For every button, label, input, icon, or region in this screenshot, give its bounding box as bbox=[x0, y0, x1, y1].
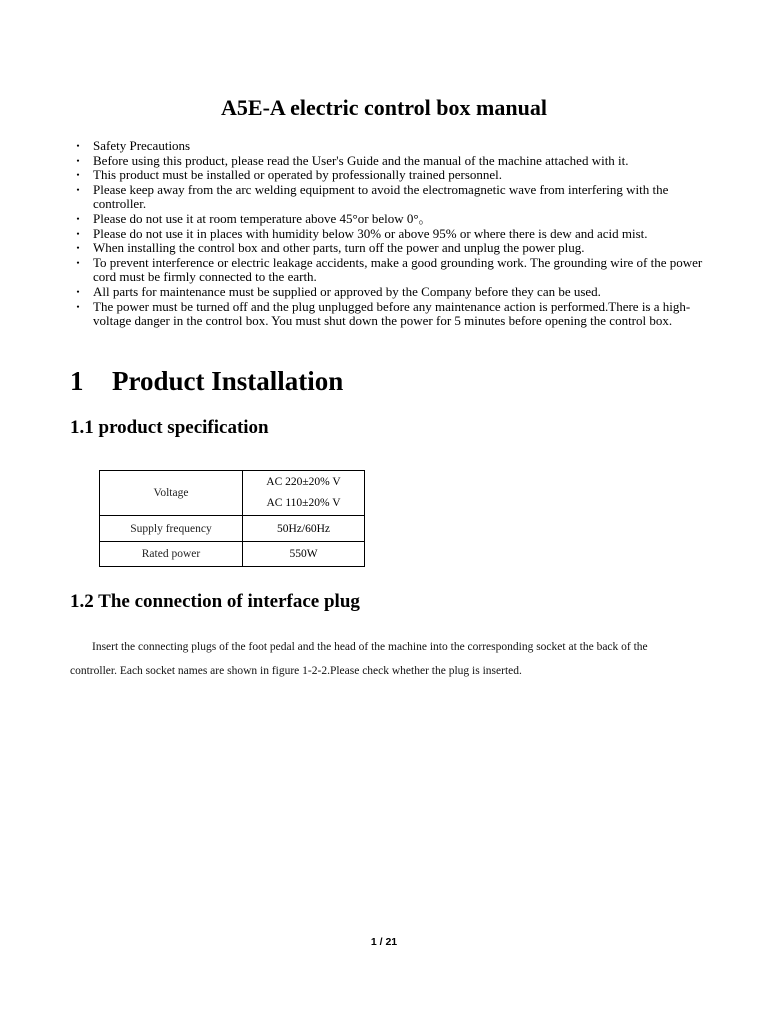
table-cell-frequency-label: Supply frequency bbox=[100, 516, 243, 542]
list-item-text: This product must be installed or operated by professionally trained personnel. bbox=[93, 167, 503, 183]
section-heading-product-installation bbox=[70, 364, 343, 398]
section-number: 1 bbox=[70, 366, 84, 396]
paragraph-line: controller. Each socket names are shown in figure 1-2-2.Please check whether the plug is inserted. bbox=[70, 665, 522, 677]
bullet-icon: ・ bbox=[72, 211, 85, 226]
list-item bbox=[70, 168, 710, 183]
table-cell-power-label: Rated power bbox=[100, 542, 243, 567]
document-title: A5E-A electric control box manual bbox=[221, 95, 547, 120]
bullet-icon: ・ bbox=[72, 153, 85, 168]
list-item bbox=[70, 212, 710, 227]
list-item bbox=[70, 256, 710, 285]
table-row bbox=[100, 471, 365, 516]
list-item-text: Please do not use it in places with humidity below 30% or above 95% or where there is dew and acid mist. bbox=[93, 225, 648, 241]
list-item bbox=[70, 227, 710, 242]
page-number: 1 / 21 bbox=[370, 936, 398, 948]
bullet-icon: ・ bbox=[72, 139, 85, 153]
table-cell-power-value: 550W bbox=[243, 542, 365, 567]
list-item-text: Safety Precautions bbox=[93, 138, 191, 153]
section-title: Product Installation bbox=[112, 366, 344, 396]
subsection-heading-interface-plug: 1.2 The connection of interface plug bbox=[70, 591, 360, 612]
bullet-icon: ・ bbox=[72, 255, 85, 270]
table-cell-voltage-values bbox=[243, 471, 365, 516]
paragraph-line: Insert the connecting plugs of the foot pedal and the head of the machine into the corresponding socket at the back of the bbox=[92, 641, 648, 653]
table-cell-frequency-value: 50Hz/60Hz bbox=[243, 516, 365, 542]
safety-precautions-list bbox=[70, 139, 710, 329]
bullet-icon: ・ bbox=[72, 284, 85, 299]
list-item bbox=[70, 285, 710, 300]
table-cell-voltage-label: Voltage bbox=[100, 471, 243, 516]
table-row bbox=[100, 542, 365, 567]
list-item-text: Before using this product, please read the User's Guide and the manual of the machine attached with it. bbox=[93, 152, 629, 168]
specification-table bbox=[99, 470, 365, 567]
list-item-text: When installing the control box and other parts, turn off the power and unplug the power plug. bbox=[93, 240, 585, 256]
list-item bbox=[70, 241, 710, 256]
voltage-value-220: AC 220±20% V bbox=[266, 476, 341, 488]
list-item-text: All parts for maintenance must be supplied or approved by the Company before they can be used. bbox=[93, 283, 601, 299]
list-item-text: Please do not use it at room temperature above 45°or below 0°。 bbox=[93, 210, 432, 226]
list-item-text: Please keep away from the arc welding equipment to avoid the electromagnetic wave from interfering with the controller. bbox=[93, 181, 669, 212]
table-row bbox=[100, 516, 365, 542]
list-item-text: To prevent interference or electric leakage accidents, make a good grounding work. The grounding wire of the power cord must be firmly connected to the earth. bbox=[93, 254, 703, 285]
bullet-icon: ・ bbox=[72, 182, 85, 197]
list-item bbox=[70, 183, 710, 212]
bullet-icon: ・ bbox=[72, 299, 85, 314]
voltage-value-110: AC 110±20% V bbox=[266, 497, 341, 509]
bullet-icon: ・ bbox=[72, 226, 85, 241]
list-item-text: The power must be turned off and the plug unplugged before any maintenance action is performed.There is a high-voltage danger in the control box. You must shut down the power for 5 minutes before opening the control box. bbox=[93, 298, 691, 329]
subsection-heading-product-specification: 1.1 product specification bbox=[70, 417, 269, 438]
bullet-icon: ・ bbox=[72, 241, 85, 256]
list-item bbox=[70, 139, 710, 154]
bullet-icon: ・ bbox=[72, 168, 85, 183]
list-item bbox=[70, 154, 710, 169]
list-item bbox=[70, 300, 710, 329]
